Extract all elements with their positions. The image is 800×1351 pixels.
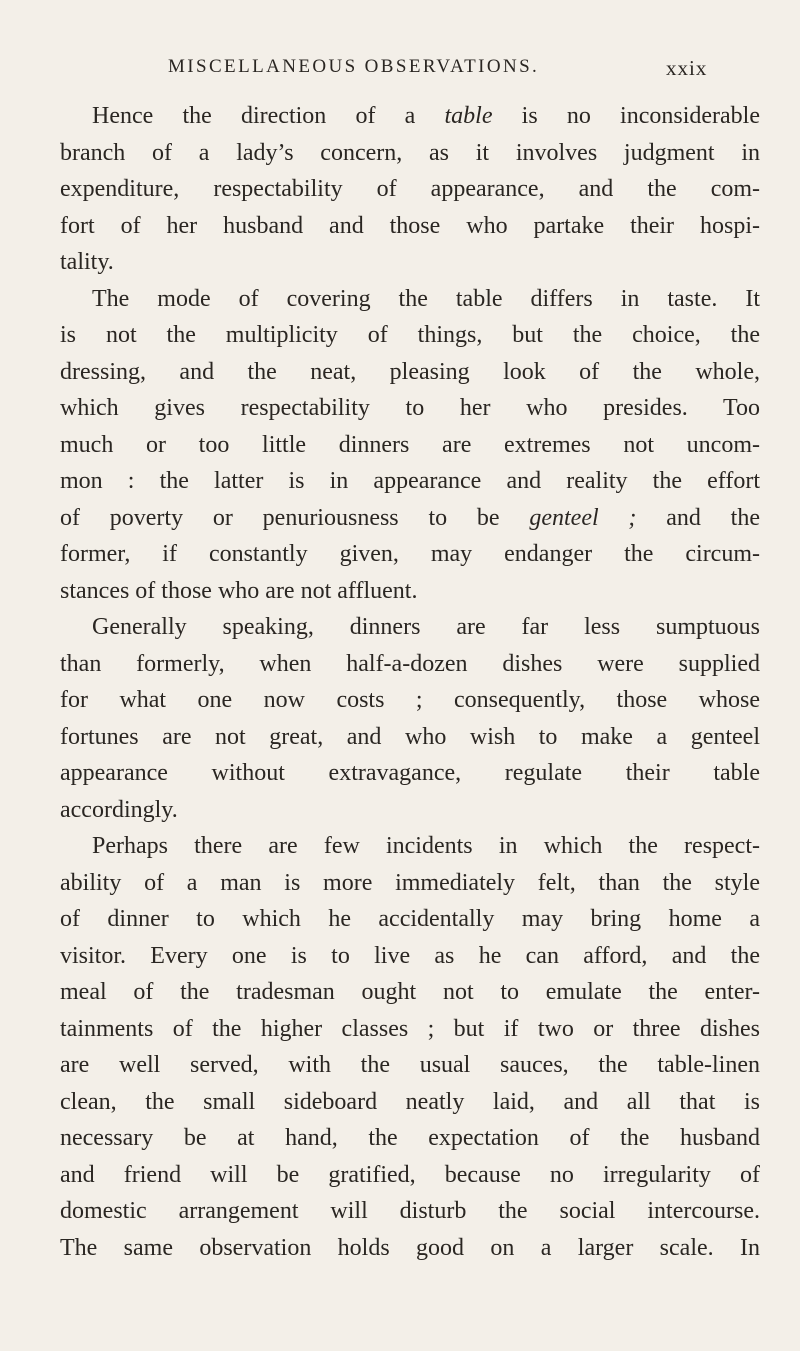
- page-number: xxix: [666, 56, 708, 80]
- text-line: much or too little dinners are extremes not uncom-: [60, 431, 760, 458]
- text-line: mon : the latter is in appearance and reality the effort: [60, 468, 760, 494]
- text-line: Generally speaking, dinners are far less sumptuous: [92, 614, 760, 640]
- text-line: meal of the tradesman ought not to emulate the enter-: [60, 979, 760, 1005]
- text-line: visitor. Every one is to live as he can afford, and the: [60, 942, 760, 969]
- text-line: accordingly.: [60, 796, 178, 823]
- text-line: and friend will be gratified, because no irregularity of: [60, 1161, 760, 1188]
- text-line: Perhaps there are few incidents in which the respect-: [92, 833, 760, 859]
- text-line: fort of her husband and those who partake their hospi-: [60, 212, 760, 239]
- text-line: The mode of covering the table differs in taste. It: [92, 285, 760, 312]
- italic-word: genteel ;: [529, 504, 637, 531]
- text-line: former, if constantly given, may endanger the circum-: [60, 541, 760, 567]
- text-line: expenditure, respectability of appearance, and the com-: [60, 176, 760, 202]
- text-line: appearance without extravagance, regulate their table: [60, 760, 760, 786]
- text-line: clean, the small sideboard neatly laid, and all that is: [60, 1088, 760, 1115]
- text-line: of dinner to which he accidentally may bring home a: [60, 906, 760, 932]
- italic-word: table: [444, 103, 493, 129]
- running-head-title: MISCELLANEOUS OBSERVATIONS.: [168, 56, 540, 77]
- body-text: [60, 98, 760, 1266]
- text-line: dressing, and the neat, pleasing look of the whole,: [60, 358, 760, 385]
- text-line: is not the multiplicity of things, but the choice, the: [60, 322, 760, 348]
- text-line: fortunes are not great, and who wish to make a genteel: [60, 723, 760, 750]
- text-line: of poverty or penuriousness to be genteel ; and the: [60, 504, 760, 531]
- text-line: tality.: [60, 249, 114, 275]
- text-line: domestic arrangement will disturb the social intercourse.: [60, 1198, 760, 1224]
- text-line: stances of those who are not affluent.: [60, 577, 418, 604]
- text-line: ability of a man is more immediately felt, than the style: [60, 869, 760, 896]
- text-line: are well served, with the usual sauces, the table-linen: [60, 1052, 760, 1078]
- running-head: [0, 56, 800, 86]
- text-line: branch of a lady’s concern, as it involves judgment in: [60, 139, 760, 166]
- text-line: which gives respectability to her who presides. Too: [60, 395, 760, 421]
- text-line: tainments of the higher classes ; but if two or three dishes: [60, 1015, 760, 1042]
- text-line: The same observation holds good on a larger scale. In: [60, 1234, 760, 1261]
- text-line: than formerly, when half-a-dozen dishes were supplied: [60, 650, 760, 677]
- text-line: necessary be at hand, the expectation of the husband: [60, 1125, 760, 1151]
- text-line: Hence the direction of a table is no inconsiderable: [92, 103, 760, 129]
- text-line: for what one now costs ; consequently, those whose: [60, 687, 760, 713]
